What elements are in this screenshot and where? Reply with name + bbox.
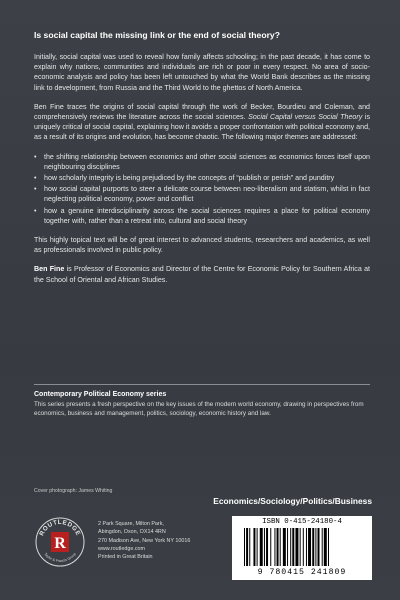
barcode-bar	[253, 528, 255, 566]
barcode-bar	[324, 528, 327, 566]
series-block	[34, 390, 370, 418]
logo-subtext: Taylor & Francis Group	[43, 552, 77, 564]
bullet-icon: •	[34, 152, 37, 161]
address-line: 270 Madison Ave, New York NY 10016	[98, 537, 191, 544]
bullet-icon: •	[34, 174, 37, 183]
divider-rule	[34, 384, 370, 385]
paragraph-origins-lead: Ben Fine traces the origins of social capital through the work of Becker, Bourdieu and Coleman, and comprehensively reviews the literature across the social sciences.	[34, 102, 370, 122]
theme-text: the shifting relationship between economics and other social sciences as economics forces itself upon neighbouring disciplines	[44, 152, 370, 171]
routledge-logo-icon	[34, 516, 86, 568]
barcode-digits: 9 780415 241809	[257, 568, 347, 577]
address-line: 2 Park Square, Milton Park,	[98, 521, 164, 527]
publisher-block	[34, 516, 224, 576]
barcode-bar	[315, 528, 316, 566]
barcode-bar	[246, 528, 248, 566]
barcode-box	[232, 516, 372, 580]
blurb-column	[34, 30, 370, 294]
barcode-bar	[249, 528, 250, 566]
bullet-icon: •	[34, 185, 37, 194]
barcode-bar	[290, 528, 291, 566]
paragraph-origins	[34, 102, 370, 143]
theme-item	[34, 173, 370, 183]
author-bio	[34, 264, 370, 284]
theme-text: how a genuine interdisciplinarity across the social sciences requires a place for political economy together with, rather than a retreat into, cultural and social theory	[44, 206, 370, 225]
series-description: This series presents a fresh perspective on the key issues of the modern world economy, drawing in perspectives from economics, business and management, politics, sociology, economic history and law.	[34, 401, 364, 417]
address-line: Printed in Great Britain	[98, 554, 153, 561]
theme-text: how scholarly integrity is being prejudiced by the concepts of “publish or perish” and punditry	[44, 174, 335, 183]
barcode-bar	[295, 528, 298, 566]
headline: Is social capital the missing link or the end of social theory?	[34, 30, 280, 40]
address-line: www.routledge.com	[98, 545, 146, 552]
barcode-bar	[303, 528, 304, 566]
theme-item	[34, 152, 370, 172]
barcode-bar	[264, 528, 265, 566]
barcode-bar	[292, 528, 294, 566]
barcode-bar	[274, 528, 275, 566]
author-bio-text: is Professor of Economics and Director of the Centre for Economic Policy for Southern Africa at the School of Oriental and African Studies.	[34, 265, 370, 284]
barcode-bar	[277, 528, 279, 566]
paragraph-origins-tail: is uniquely critical of social capital, explaining how it avoids a proper confrontation with political economy and, as a result of its origins and evolution, has become chaotic. The following major themes are addressed:	[34, 113, 371, 142]
author-name: Ben Fine	[34, 265, 65, 274]
bullet-icon: •	[34, 206, 37, 215]
barcode-bar	[308, 528, 311, 566]
barcode-bar	[312, 528, 314, 566]
barcode-bar	[257, 528, 258, 566]
subject-categories: Economics/Sociology/Politics/Business	[213, 496, 372, 506]
cover-photo-credit: Cover photograph: James Whiting	[34, 488, 113, 494]
paragraph-audience: This highly topical text will be of great interest to advanced students, researchers and academics, as well as professionals involved in public policy.	[34, 236, 370, 255]
series-title: Contemporary Political Economy series	[34, 391, 167, 398]
themes-list	[34, 152, 370, 226]
barcode-bar	[306, 528, 307, 566]
publisher-address	[98, 520, 190, 561]
paragraph-intro: Initially, social capital was used to reveal how family affects schooling; in the past decade, it has come to explain why nations, communities and individuals are rich or poor in every respect. No area of socio-economic analysis and policy has been left untouched by what the World Bank describes as the missing link to development, from Russia and the Third World to the ghettos of North America.	[34, 53, 370, 92]
barcode-bar	[270, 528, 271, 566]
logo-letter: R	[54, 535, 66, 552]
barcode-bar	[300, 528, 301, 566]
book-title-italic: Social Capital versus Social Theory	[248, 113, 363, 122]
barcode-bar	[318, 528, 320, 566]
barcode-bar	[266, 528, 268, 566]
isbn-label: ISBN 0-415-24180-4	[262, 518, 342, 526]
barcode-bar	[322, 528, 323, 566]
theme-item	[34, 184, 370, 204]
barcode-bar	[280, 528, 281, 566]
address-line: Abingdon, Oxon, OX14 4RN	[98, 529, 166, 536]
barcode-bar	[260, 528, 263, 566]
logo-wordmark: ROUTLEDGE	[38, 519, 82, 537]
theme-item	[34, 206, 370, 226]
barcode-bar	[328, 528, 329, 566]
barcode-bar	[283, 528, 286, 566]
theme-text: how social capital purports to steer a delicate course between neo-liberalism and statism, whilst in fact neglecting political economy, power and conflict	[44, 185, 370, 204]
barcode-bar	[244, 528, 245, 566]
barcode-bar	[287, 528, 288, 566]
barcode-icon	[244, 528, 360, 568]
